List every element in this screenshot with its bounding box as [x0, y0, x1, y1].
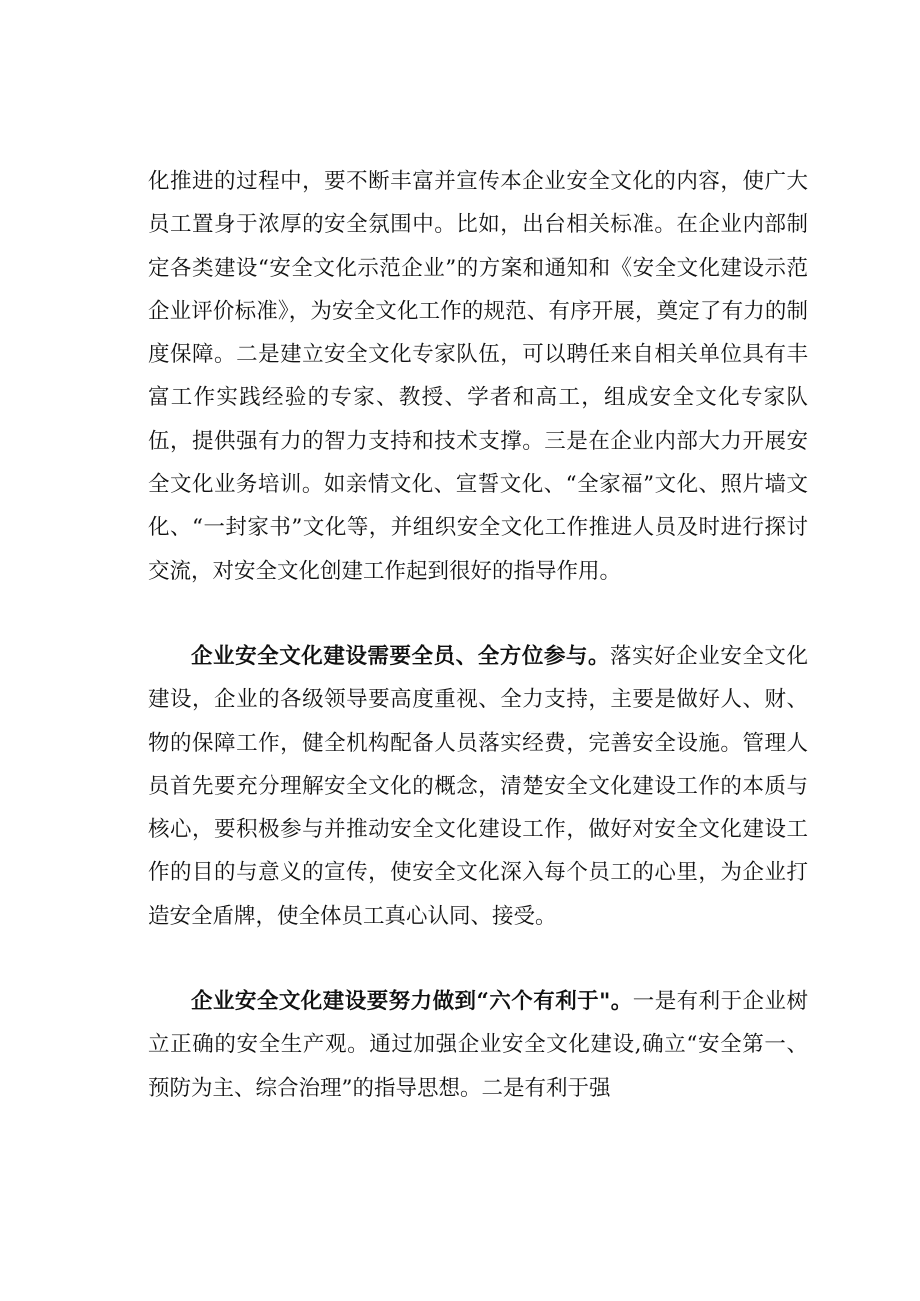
paragraph-3 [148, 980, 808, 1110]
paragraph-2-text: 落实好企业安全文化建设，企业的各级领导要高度重视、全力支持，主要是做好人、财、物的保障工作，健全机构配备人员落实经费，完善安全设施。管理人员首先要充分理解安全文化的概念，清楚安全文化建设工作的本质与核心，要积极参与并推动安全文化建设工作，做好对安全文化建设工作的目的与意义的宣传，使安全文化深入每个员工的心里，为企业打造安全盾牌，使全体员工真心认同、接受。 [148, 644, 808, 929]
body-text-block-1 [148, 160, 808, 593]
paragraph-2 [148, 635, 808, 938]
paragraph-3-heading: 企业安全文化建设要努力做到“六个有利于"。 [191, 989, 633, 1014]
body-text-block-3 [148, 980, 808, 1110]
paragraph-3-text: 一是有利于企业树立正确的安全生产观。通过加强企业安全文化建设,确立“安全第一、预防为主、综合治理”的指导思想。二是有利于强 [148, 989, 808, 1101]
body-text-block-2 [148, 635, 808, 938]
paragraph-2-heading: 企业安全文化建设需要全员、全方位参与。 [191, 644, 611, 669]
paragraph-1-text: 化推进的过程中，要不断丰富并宣传本企业安全文化的内容，使广大员工置身于浓厚的安全氛围中。比如，出台相关标准。在企业内部制定各类建设“安全文化示范企业”的方案和通知和《安全文化建设示范企业评价标准》，为安全文化工作的规范、有序开展，奠定了有力的制度保障。二是建立安全文化专家队伍，可以聘任来自相关单位具有丰富工作实践经验的专家、教授、学者和高工，组成安全文化专家队伍，提供强有力的智力支持和技术支撑。三是在企业内部大力开展安全文化业务培训。如亲情文化、宣誓文化、“全家福”文化、照片墙文化、“一封家书”文化等，并组织安全文化工作推进人员及时进行探讨交流，对安全文化创建工作起到很好的指导作用。 [148, 169, 808, 584]
paragraph-1 [148, 160, 808, 593]
